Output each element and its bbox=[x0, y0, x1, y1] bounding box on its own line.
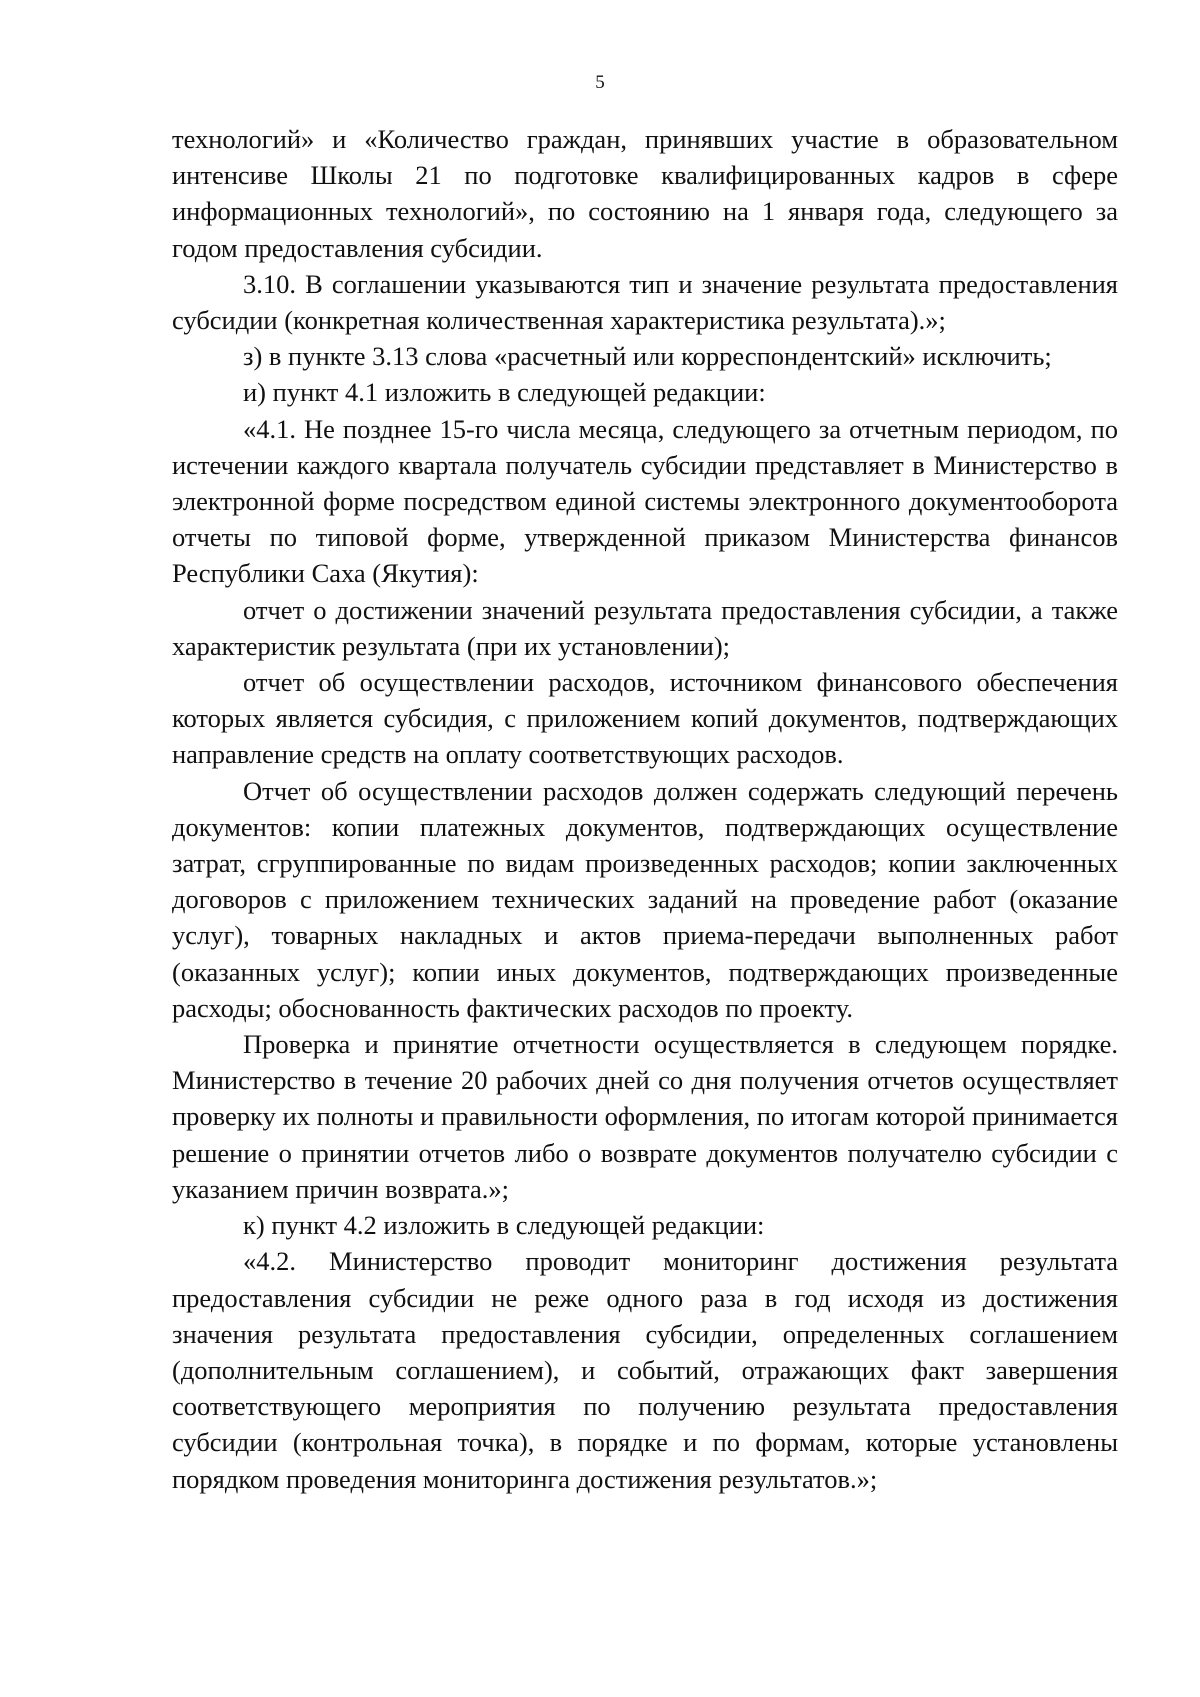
document-body bbox=[172, 121, 1118, 1497]
paragraph-continuation: технологий» и «Количество граждан, принявших участие в образовательном интенсиве Школы 21 по подготовке квалифицированных кадров в сфере информационных технологий», по состоянию на 1 января года, следующего за годом предоставления субсидии. bbox=[172, 124, 1118, 263]
paragraph-item-i: и) пункт 4.1 изложить в следующей редакции: bbox=[243, 377, 766, 408]
paragraph-report-results: отчет о достижении значений результата предоставления субсидии, а также характеристик результата (при их установлении); bbox=[172, 594, 1118, 661]
paragraph-3-10: 3.10. В соглашении указываются тип и значение результата предоставления субсидии (конкретная количественная характеристика результата).»; bbox=[172, 268, 1118, 336]
paragraph-4-2: «4.2. Министерство проводит мониторинг достижения результата предоставления субсидии не реже одного раза в год исходя из достижения значения результата предоставления субсидии, определенных соглашением (дополнительным соглашением), и событий, отражающих факт завершения соответствующего мероприятия по получению результата предоставления субсидии (контрольная точка), в порядке и по формам, которые установлены порядком проведения мониторинга достижения результатов.»; bbox=[172, 1246, 1118, 1494]
paragraph-expense-documents: Отчет об осуществлении расходов должен содержать следующий перечень документов: копии платежных документов, подтверждающих осуществление затрат, сгруппированные по видам произведенных расходов; копии заключенных договоров с приложением технических заданий на проведение работ (оказание услуг), товарных накладных и актов приема-передачи выполненных работ (оказанных услуг); копии иных документов, подтверждающих произведенные расходы; обоснованность фактических расходов по проекту. bbox=[172, 775, 1118, 1023]
paragraph-item-z: з) в пункте 3.13 слова «расчетный или корреспондентский» исключить; bbox=[243, 341, 1052, 372]
paragraph-report-expenses: отчет об осуществлении расходов, источником финансового обеспечения которых является субсидия, с приложением копий документов, подтверждающих направление средств на оплату соответствующих расходов. bbox=[172, 667, 1118, 770]
paragraph-verification: Проверка и принятие отчетности осуществляется в следующем порядке. Министерство в течение 20 рабочих дней со дня получения отчетов осуществляет проверку их полноты и правильности оформления, по итогам которой принимается решение о принятии отчетов либо о возврате документов получателю субсидии с указанием причин возврата.»; bbox=[172, 1029, 1118, 1204]
page-number: 5 bbox=[595, 72, 605, 93]
paragraph-4-1: «4.1. Не позднее 15-го числа месяца, следующего за отчетным периодом, по истечении каждого квартала получатель субсидии представляет в Министерство в электронной форме посредством единой системы электронного документооборота отчеты по типовой форме, утвержденной приказом Министерства финансов Республики Саха (Якутия): bbox=[172, 413, 1118, 589]
paragraph-item-k: к) пункт 4.2 изложить в следующей редакции: bbox=[243, 1210, 765, 1241]
